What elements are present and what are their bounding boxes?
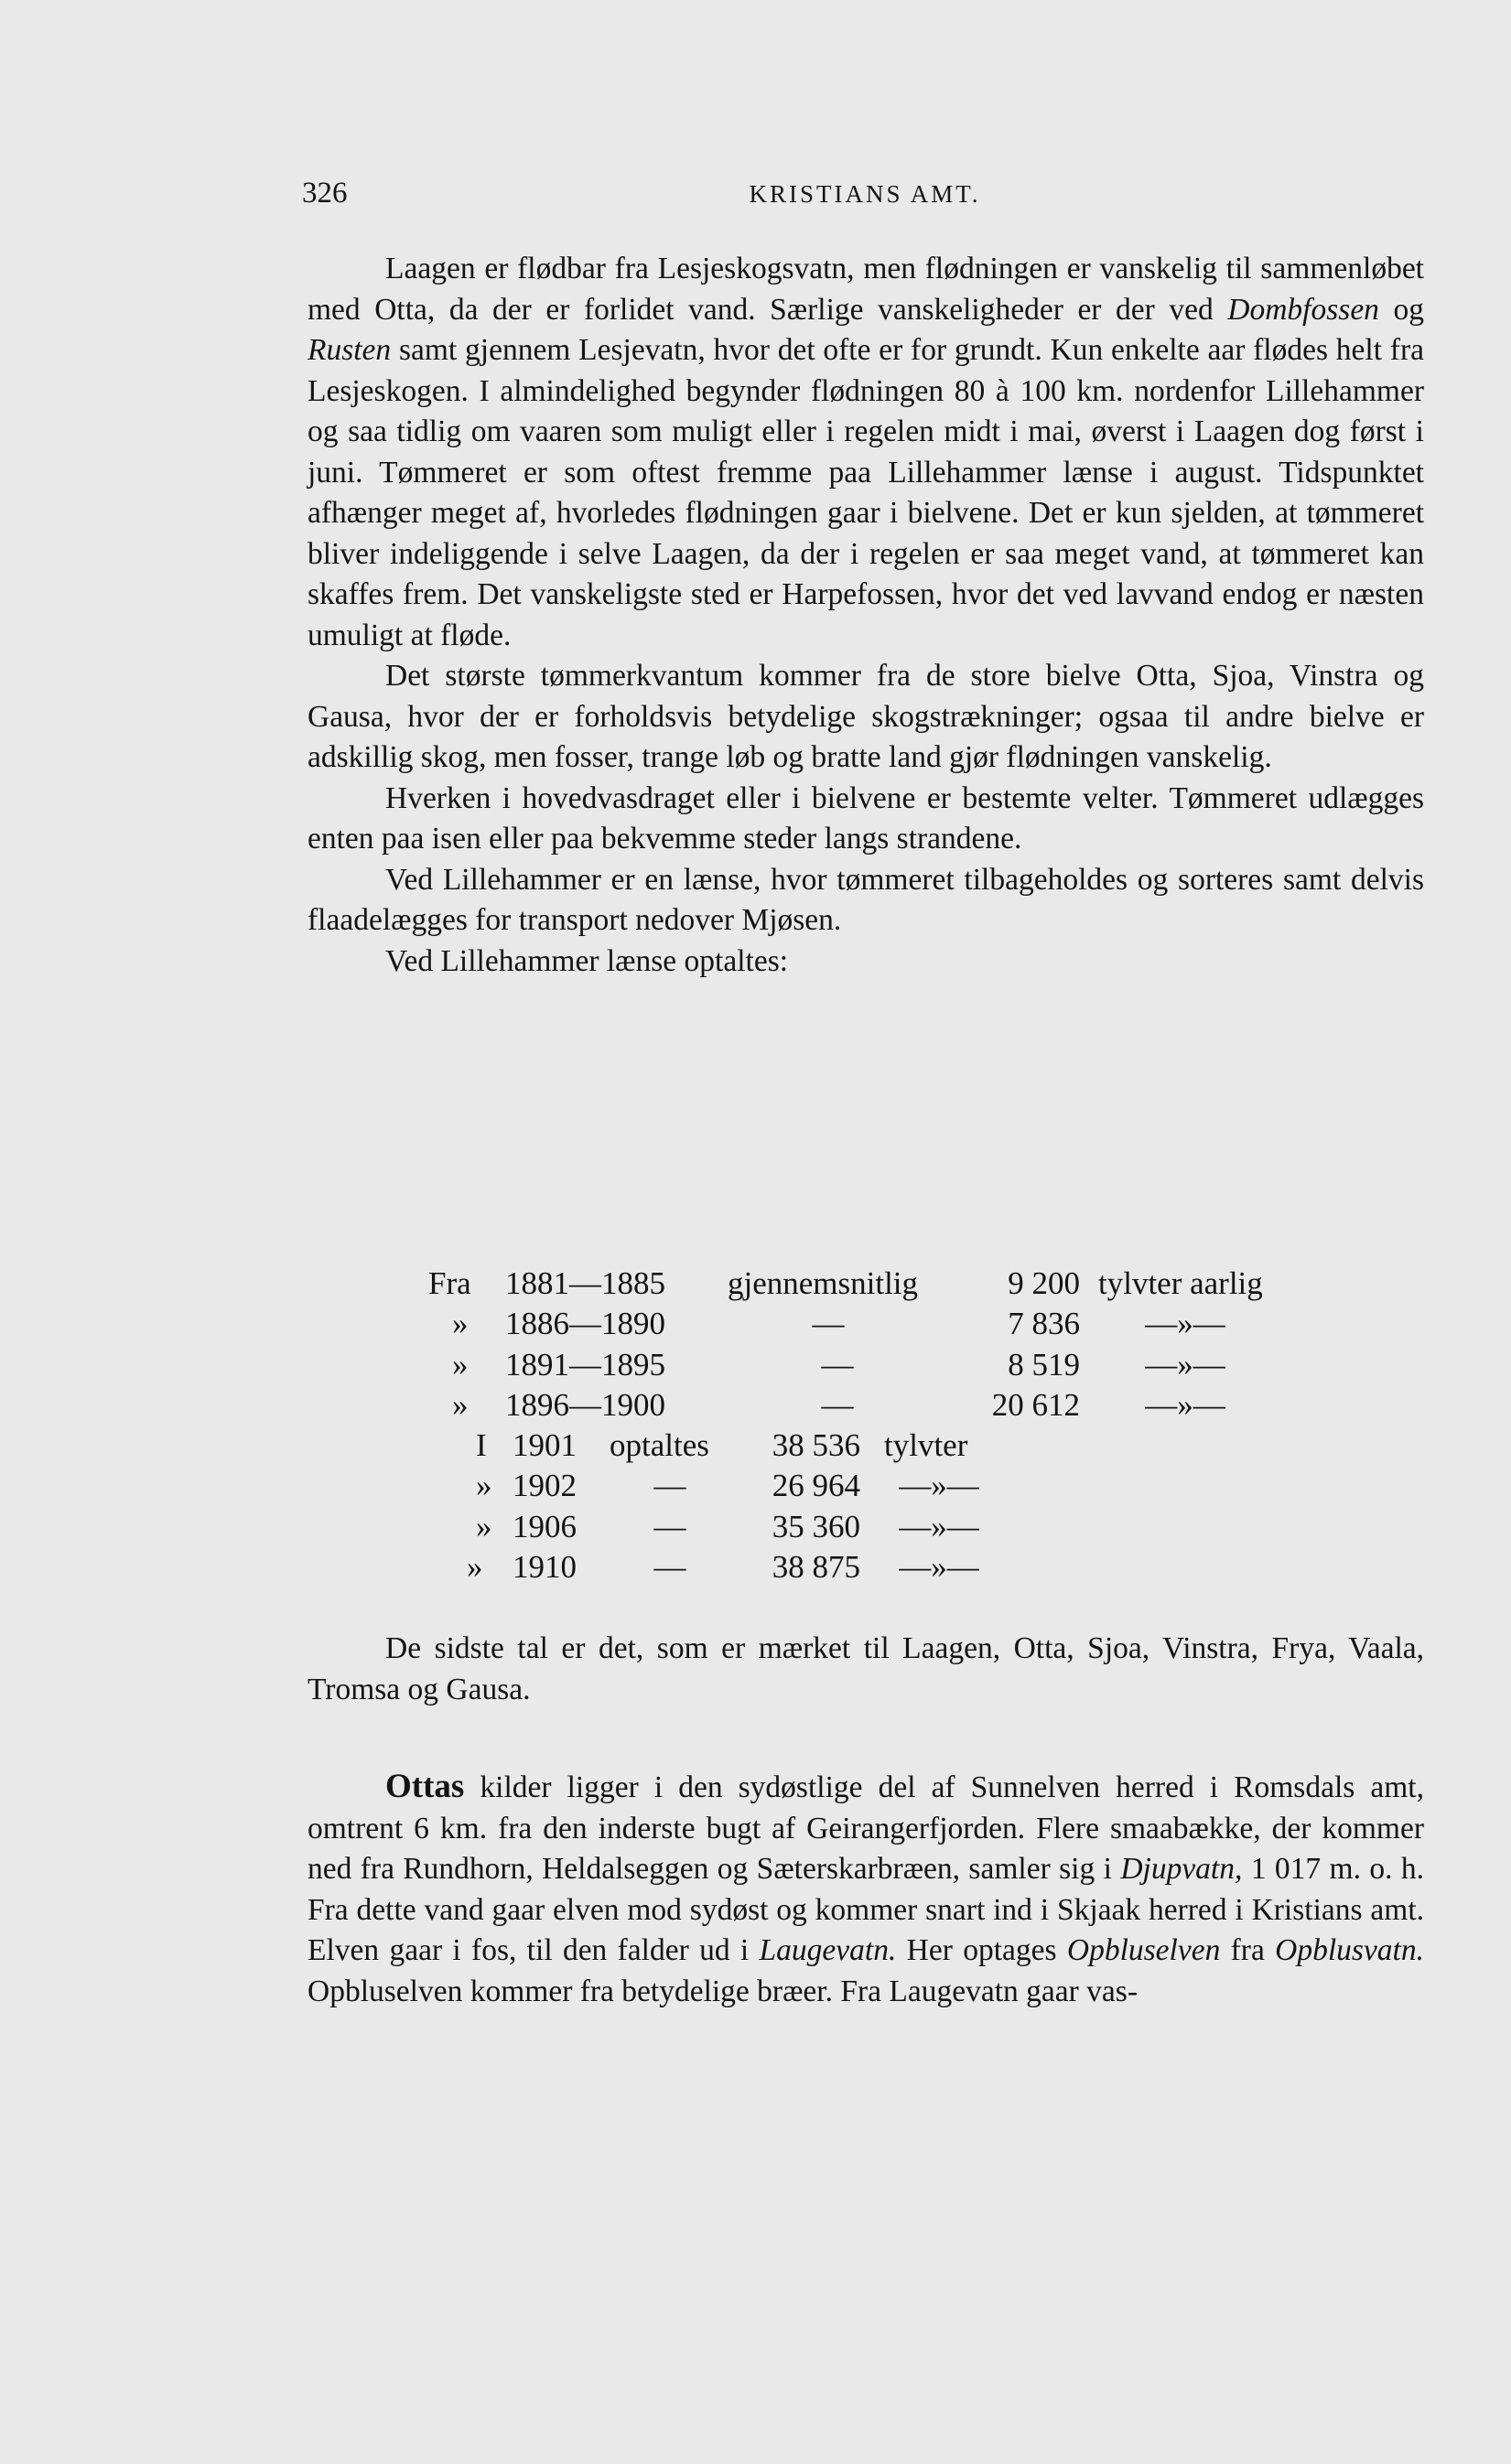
row-mid: —	[821, 1347, 854, 1383]
row-prefix: »	[476, 1468, 492, 1503]
row-tail: —»—	[1145, 1387, 1225, 1423]
text-run: Her optages	[896, 1933, 1067, 1968]
row-tail: —»—	[1145, 1306, 1225, 1341]
row-period: 1881—1885	[505, 1265, 665, 1301]
row-value: 7 836	[1008, 1306, 1080, 1341]
text-run: kilder ligger i den sydøstlige del af Sunnelven herred i Romsdals amt, omtrent 6 km. fra den inderste bugt af Geirangerfjorden. Flere smaabække, der kommer ned fra Rundhorn, Heldalseggen og Sæterskarbræen, samler sig i	[308, 1770, 1424, 1887]
page-header	[302, 177, 1428, 213]
place-laugevatn: Laugevatn.	[759, 1933, 897, 1968]
text-run: samt gjennem Lesjevatn, hvor det ofte er for grundt. Kun enkelte aar flødes helt fra Lesjeskogen. I almindelighed begynder flødningen 80 à 100 km. nordenfor Lillehammer og saa tidlig om vaaren som muligt eller i regelen midt i mai, øverst i Laagen dog først i juni. Tømmeret er som oftest fremme paa Lillehammer lænse i august. Tidspunktet afhænger meget af, hvorledes flødningen gaar i bielvene. Det er kun sjelden, at tømmeret bliver indeliggende i selve Laagen, da der i regelen er saa meget vand, at tømmeret kan skaffes frem. Det vanskeligste sted er Harpefossen, hvor det ved lavvand endog er næsten umuligt at fløde.	[308, 333, 1424, 652]
row-value: 38 536	[772, 1427, 860, 1463]
text-run: fra	[1220, 1933, 1276, 1968]
text-run: Opbluselven kommer fra betydelige bræer. Fra Laugevatn gaar vas-	[308, 1974, 1138, 2008]
row-value: 35 360	[772, 1509, 860, 1544]
paragraph-optaltes: Ved Lillehammer lænse optaltes:	[385, 943, 789, 978]
body-text-upper	[308, 249, 1424, 982]
row-tail: —»—	[1145, 1347, 1225, 1383]
paragraph-closing: De sidste tal er det, som er mærket til Laagen, Otta, Sjoa, Vinstra, Frya, Vaala, Tromsa og Gausa.	[308, 1631, 1424, 1706]
row-mid: —	[653, 1468, 686, 1503]
place-djupvatn: Djupvatn,	[1120, 1852, 1243, 1887]
paragraph-tommerkvantum: Det største tømmerkvantum kommer fra de store bielve Otta, Sjoa, Vinstra og Gausa, hvor der er forholdsvis betydelige skogstrækninger; ogsaa til andre bielve er adskillig skog, men fosser, trange løb og bratte land gjør flødningen vanskelig.	[308, 659, 1424, 774]
row-year: 1910	[513, 1549, 577, 1585]
text-run: Laagen er flødbar fra Lesjeskogsvatn, men flødningen er vanskelig til sammenløbet med Otta, da der er forlidet vand. Særlige vanskeligheder er der ved	[308, 252, 1424, 327]
row-year: 1906	[513, 1509, 577, 1544]
row-value: 26 964	[772, 1468, 860, 1503]
row-mid: optaltes	[610, 1427, 709, 1463]
row-prefix: »	[476, 1509, 492, 1544]
row-value: 8 519	[1008, 1347, 1080, 1383]
row-tail: tylvter	[884, 1427, 968, 1463]
row-prefix: »	[452, 1387, 469, 1423]
row-value: 20 612	[991, 1387, 1080, 1423]
place-rusten: Rusten	[308, 333, 392, 367]
text-run: og	[1378, 292, 1424, 327]
row-mid: —	[812, 1306, 845, 1341]
row-period: 1891—1895	[505, 1347, 665, 1383]
row-prefix: »	[452, 1347, 469, 1383]
row-mid: —	[653, 1549, 686, 1585]
row-period: 1886—1890	[505, 1306, 665, 1341]
row-prefix: I	[476, 1427, 487, 1463]
place-opblusvatn: Opblusvatn.	[1275, 1933, 1424, 1968]
row-prefix: »	[467, 1549, 483, 1585]
row-value: 9 200	[1008, 1265, 1080, 1301]
paragraph-ottas	[308, 1767, 1424, 2013]
body-text-ottas	[308, 1767, 1424, 2013]
row-mid: gjennemsnitlig	[728, 1265, 919, 1301]
row-tail: tylvter aarlig	[1098, 1265, 1263, 1301]
text-run: 1 017 m. o. h. Fra dette vand gaar elven mod sydøst og kommer snart ind i Skjaak herred i Kristians amt. Elven gaar i fos, til den falder ud i	[308, 1852, 1424, 1968]
row-prefix: Fra	[428, 1265, 471, 1301]
row-tail: —»—	[899, 1468, 979, 1503]
paragraph-velter: Hverken i hovedvasdraget eller i bielvene er bestemte velter. Tømmeret udlægges enten paa isen eller paa bekvemme steder langs strandene.	[308, 780, 1424, 855]
page-number: 326	[302, 177, 348, 210]
row-tail: —»—	[899, 1549, 979, 1585]
section-heading-ottas: Ottas	[385, 1768, 465, 1805]
row-mid: —	[653, 1509, 686, 1544]
row-prefix: »	[452, 1306, 469, 1341]
row-mid: —	[821, 1387, 854, 1423]
row-value: 38 875	[772, 1549, 860, 1585]
row-tail: —»—	[899, 1509, 979, 1544]
paragraph-lense: Ved Lillehammer er en lænse, hvor tømmeret tilbageholdes og sorteres samt delvis flaadelægges for transport nedover Mjøsen.	[308, 862, 1424, 937]
running-title: KRISTIANS AMT.	[749, 180, 981, 208]
place-opbluselven: Opbluselven	[1066, 1933, 1221, 1968]
row-year: 1902	[513, 1468, 577, 1503]
paragraph-laagen-flodning	[308, 249, 1424, 656]
place-dombfossen: Dombfossen	[1227, 292, 1379, 327]
body-text-closing	[308, 1629, 1424, 1710]
row-year: 1901	[513, 1427, 577, 1463]
row-period: 1896—1900	[505, 1387, 665, 1423]
